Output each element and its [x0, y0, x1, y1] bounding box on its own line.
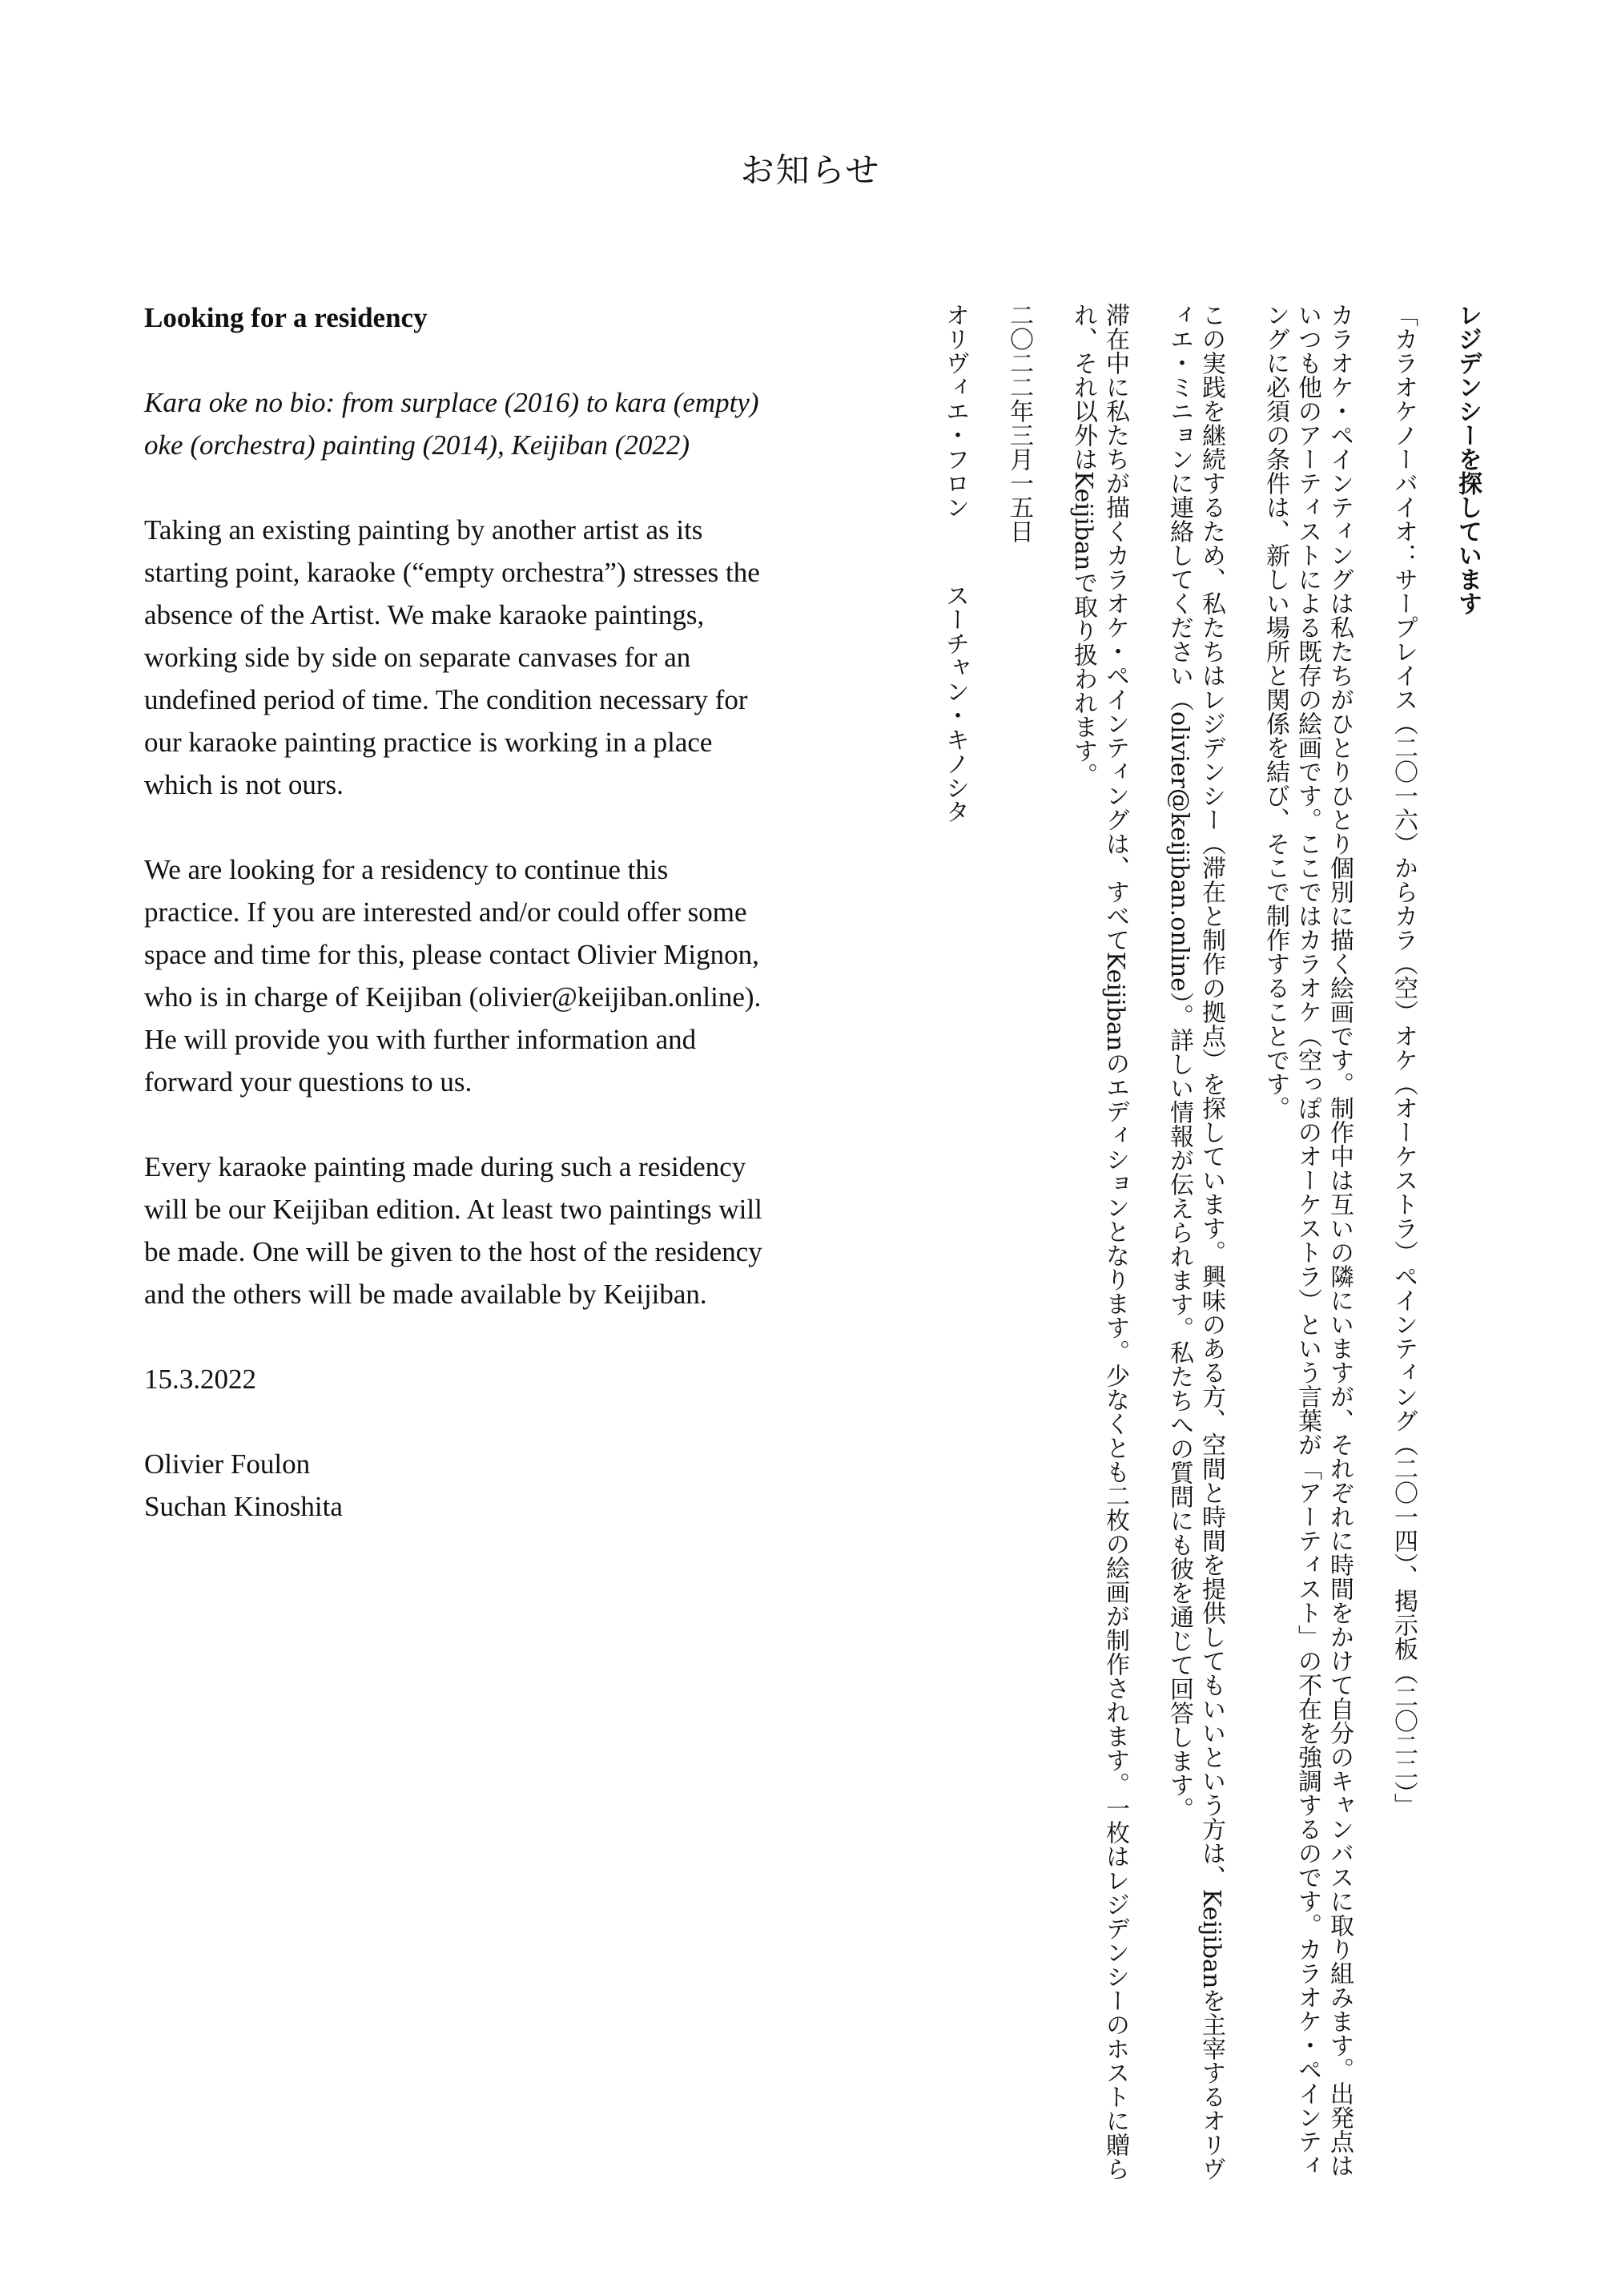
japanese-heading: レジデンシーを探しています	[1454, 303, 1482, 615]
japanese-notice	[939, 303, 1483, 2185]
page-title: お知らせ	[740, 153, 881, 190]
japanese-signatures	[939, 303, 971, 2185]
english-paragraph-3: Every karaoke painting made during such a residency will be our Keijiban edition. At least two paintings will be made. One will be given to the host of the residency and the others will be made available by Keijiban.	[144, 1151, 762, 1310]
english-notice	[144, 296, 769, 1528]
japanese-signatory-olivier-foulon: オリヴィエ・フロン	[941, 303, 969, 519]
english-paragraph-1: Taking an existing painting by another artist as its starting point, karaoke (“empty orchestra”) stresses the absence of the Artist. We make karaoke paintings, working side by side on separate canvases for an undefined period of time. The condition necessary for our karaoke painting practice is working in a place which is not ours.	[144, 514, 760, 800]
english-subtitle: Kara oke no bio: from surplace (2016) to kara (empty) oke (orchestra) painting (2014), Keijiban (2022)	[144, 387, 759, 461]
english-date: 15.3.2022	[144, 1364, 256, 1395]
japanese-date: 二〇二二年三月一五日	[1005, 303, 1033, 543]
english-heading: Looking for a residency	[144, 302, 428, 333]
japanese-subtitle: 「カラオケノーバイオ：サープレイス（二〇一六）からカラ（空）オケ（オーケストラ）ペインティング（二〇一四）、掲示板（二〇二二）」	[1390, 303, 1418, 1817]
japanese-paragraph-1: カラオケ・ペインティングは私たちがひとりひとり個別に描く絵画です。制作中は互いの隣にいますが、それぞれに時間をかけて自分のキャンバスに取り組みます。出発点はいつも他のアーティストによる既存の絵画です。ここではカラオケ（空っぽのオーケストラ）という言葉が「アーティスト」の不在を強調するのです。カラオケ・ペインティングに必須の条件は、新しい場所と関係を結び、そこで制作することです。	[1261, 303, 1354, 2177]
signatory-suchan-kinoshita: Suchan Kinoshita	[144, 1491, 343, 1522]
japanese-paragraph-2: この実践を継続するため、私たちはレジデンシー（滞在と制作の拠点）を探しています。興味のある方、空間と時間を提供してもいいという方は、Keijibanを主宰するオリヴィエ・ミニョンに連絡してください（olivier@keijiban.online）。詳しい情報が伝えられます。私たちへの質問にも彼を通じて回答します。	[1165, 303, 1225, 2181]
english-signatures	[144, 1443, 769, 1528]
japanese-paragraph-3: 滞在中に私たちが描くカラオケ・ペインティングは、すべてKeijibanのエディションとなります。少なくとも二枚の絵画が制作されます。一枚はレジデンシーのホストに贈られ、それ以外はKeijibanで取り扱われます。	[1069, 303, 1129, 2181]
japanese-signatory-suchan-kinoshita: スーチャン・キノシタ	[941, 583, 969, 824]
signatory-olivier-foulon: Olivier Foulon	[144, 1448, 311, 1480]
english-paragraph-2: We are looking for a residency to continue this practice. If you are interested and/or could offer some space and time for this, please contact Olivier Mignon, who is in charge of Keijiban (olivier@keijiban.online). He will provide you with further information and forward your questions to us.	[144, 854, 762, 1098]
